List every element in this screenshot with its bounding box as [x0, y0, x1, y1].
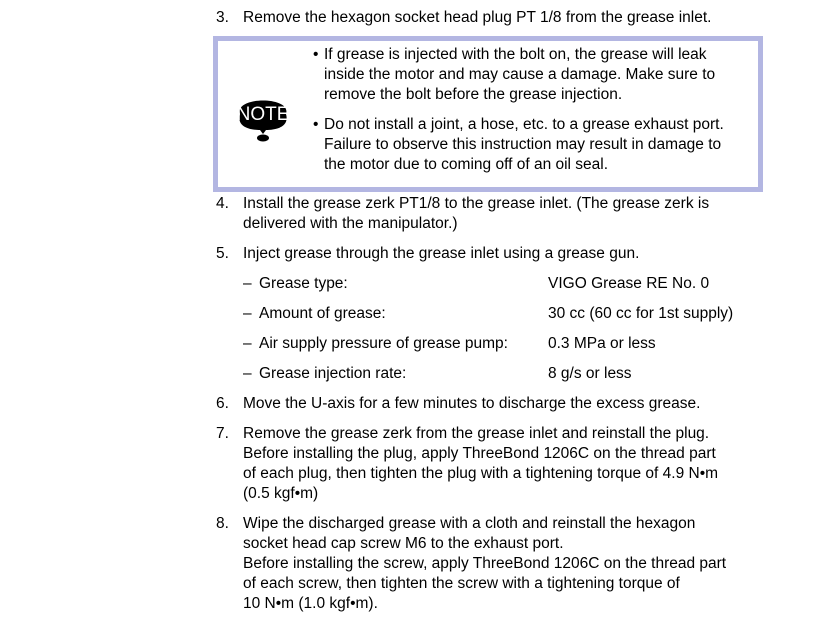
- step-number: 7.: [216, 425, 229, 442]
- dash: –: [243, 305, 252, 322]
- spec-label: Grease type:: [259, 275, 348, 292]
- spec-row-grease-type: [243, 274, 763, 294]
- step-4: [216, 194, 776, 234]
- step-line: Remove the grease zerk from the grease inlet and reinstall the plug.: [243, 425, 710, 442]
- note-item: [313, 115, 753, 175]
- step-text: Inject grease through the grease inlet using a grease gun.: [243, 245, 640, 262]
- step-line: 10 N•m (1.0 kgf•m).: [243, 595, 378, 612]
- spec-value: 8 g/s or less: [548, 365, 632, 382]
- step-line: Before installing the screw, apply ThreeBond 1206C on the thread part: [243, 555, 727, 572]
- step-line: delivered with the manipulator.): [243, 215, 458, 232]
- step-5: [216, 244, 776, 264]
- step-text: Move the U-axis for a few minutes to discharge the excess grease.: [243, 395, 701, 412]
- dash: –: [243, 275, 252, 292]
- spec-value: VIGO Grease RE No. 0: [548, 275, 710, 292]
- step-6: [216, 394, 776, 414]
- note-icon: [230, 92, 296, 142]
- step-number: 3.: [216, 9, 229, 26]
- step-8: [216, 514, 776, 614]
- note-box: [213, 36, 763, 192]
- step-line: of each screw, then tighten the screw with a tightening torque of: [243, 575, 680, 592]
- note-line: If grease is injected with the bolt on, the grease will leak: [324, 46, 707, 63]
- dash: –: [243, 365, 252, 382]
- dash: –: [243, 335, 252, 352]
- bullet: •: [313, 116, 319, 133]
- step-number: 6.: [216, 395, 229, 412]
- spec-row-air-pressure: [243, 334, 763, 354]
- spec-label: Amount of grease:: [259, 305, 386, 322]
- spec-label: Air supply pressure of grease pump:: [259, 335, 508, 352]
- spec-row-injection-rate: [243, 364, 763, 384]
- step-line: Install the grease zerk PT1/8 to the grease inlet. (The grease zerk is: [243, 195, 710, 212]
- step-line: Before installing the plug, apply ThreeBond 1206C on the thread part: [243, 445, 716, 462]
- spec-value: 30 cc (60 cc for 1st supply): [548, 305, 734, 322]
- svg-text:NOTE: NOTE: [236, 104, 290, 125]
- step-7: [216, 424, 776, 504]
- note-line: the motor due to coming off of an oil seal.: [324, 156, 609, 173]
- spec-row-amount: [243, 304, 763, 324]
- note-line: remove the bolt before the grease injection.: [324, 86, 623, 103]
- step-text: Remove the hexagon socket head plug PT 1/8 from the grease inlet.: [243, 9, 712, 26]
- note-line: Do not install a joint, a hose, etc. to a grease exhaust port.: [324, 116, 724, 133]
- spec-label: Grease injection rate:: [259, 365, 407, 382]
- note-item: [313, 45, 753, 105]
- spec-value: 0.3 MPa or less: [548, 335, 656, 352]
- step-number: 5.: [216, 245, 229, 262]
- step-line: socket head cap screw M6 to the exhaust port.: [243, 535, 564, 552]
- bullet: •: [313, 46, 319, 63]
- step-3: [216, 8, 776, 28]
- step-number: 8.: [216, 515, 229, 532]
- step-line: (0.5 kgf•m): [243, 485, 319, 502]
- note-line: inside the motor and may cause a damage. Make sure to: [324, 66, 716, 83]
- step-line: Wipe the discharged grease with a cloth and reinstall the hexagon: [243, 515, 696, 532]
- step-line: of each plug, then tighten the plug with a tightening torque of 4.9 N•m: [243, 465, 719, 482]
- note-line: Failure to observe this instruction may result in damage to: [324, 136, 722, 153]
- step-number: 4.: [216, 195, 229, 212]
